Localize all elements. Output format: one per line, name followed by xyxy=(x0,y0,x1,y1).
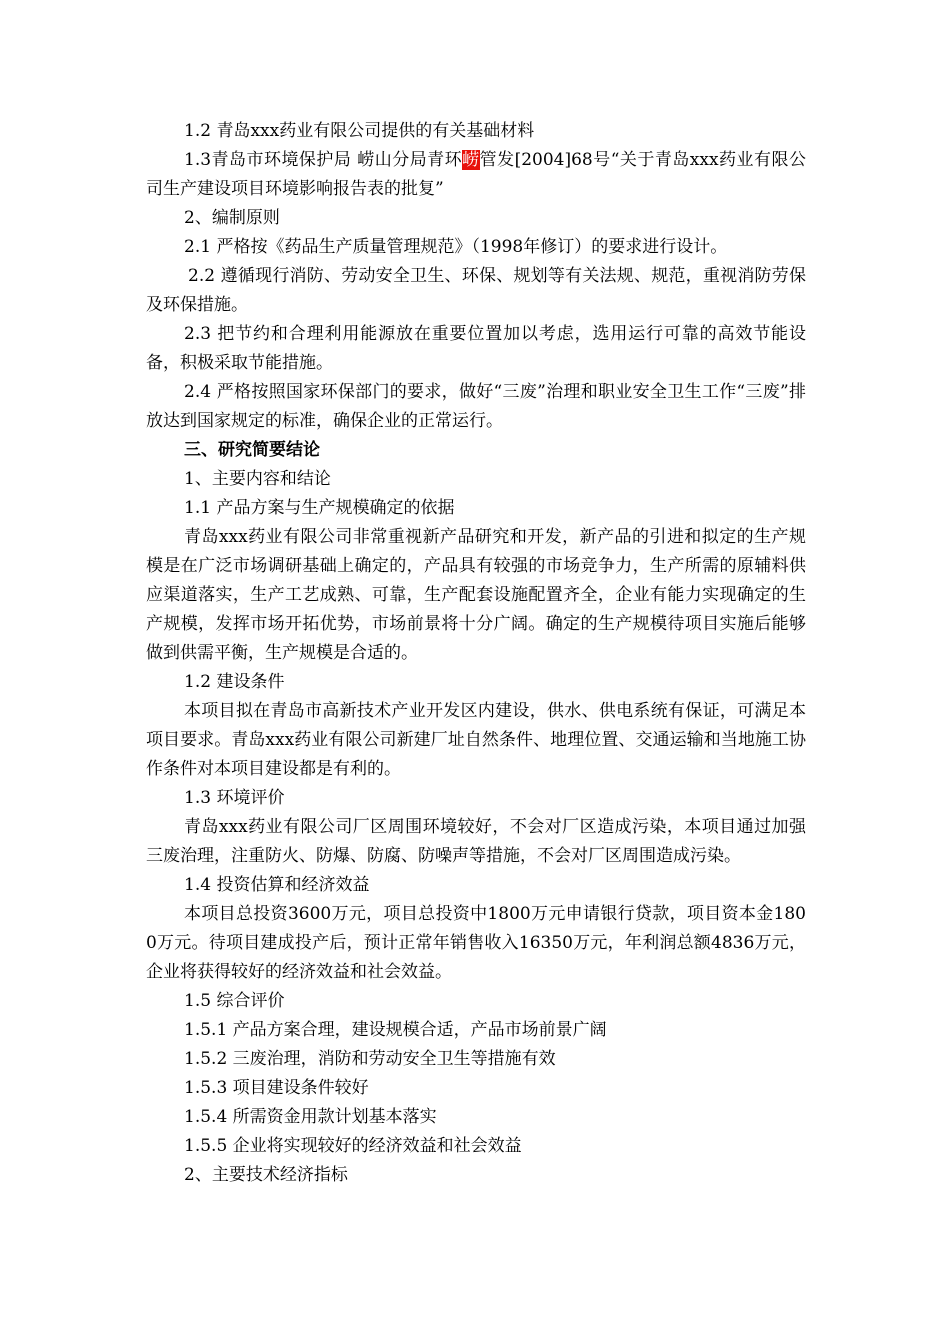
evaluation-item-4: 1.5.4 所需资金用款计划基本落实 xyxy=(184,1107,437,1127)
paragraph-principle-2-4: 2.4 严格按照国家环保部门的要求，做好“三废”治理和职业安全卫生工作“三废”排放达到国家规定的标准，确保企业的正常运行。 xyxy=(146,382,806,431)
heading-investment-benefit: 1.4 投资估算和经济效益 xyxy=(184,875,370,895)
document-body xyxy=(146,117,806,1190)
evaluation-item-5: 1.5.5 企业将实现较好的经济效益和社会效益 xyxy=(184,1136,522,1156)
highlighted-character: 崂 xyxy=(462,150,480,170)
heading-construction-conditions: 1.2 建设条件 xyxy=(184,672,285,692)
heading-research-conclusion: 三、研究简要结论 xyxy=(184,440,320,460)
paragraph-investment-benefit: 本项目总投资3600万元，项目总投资中1800万元申请银行贷款，项目资本金1800万元。待项目建成投产后，预计正常年销售收入16350万元，年利润总额4836万元，企业将获得较好的经济效益和社会效益。 xyxy=(146,904,806,982)
paragraph-environment-assessment: 青岛xxx药业有限公司厂区周围环境较好，不会对厂区造成污染，本项目通过加强三废治理，注重防火、防爆、防腐、防噪声等措施，不会对厂区周围造成污染。 xyxy=(146,817,806,866)
heading-compilation-principles: 2、编制原则 xyxy=(184,208,280,228)
paragraph-product-scale: 青岛xxx药业有限公司非常重视新产品研究和开发，新产品的引进和拟定的生产规模是在广泛市场调研基础上确定的，产品具有较强的市场竞争力，生产所需的原辅料供应渠道落实，生产工艺成熟、可靠，生产配套设施配置齐全，企业有能力实现确定的生产规模，发挥市场开拓优势，市场前景将十分广阔。确定的生产规模待项目实施后能够做到供需平衡，生产规模是合适的。 xyxy=(146,527,806,663)
evaluation-item-3: 1.5.3 项目建设条件较好 xyxy=(184,1078,369,1098)
heading-environment-assessment: 1.3 环境评价 xyxy=(184,788,285,808)
approval-text-after: 管发[2004]68号“关于青岛xxx药业有限公司生产建设项目环境影响报告表的批复” xyxy=(146,150,806,199)
heading-main-indicators: 2、主要技术经济指标 xyxy=(184,1165,348,1185)
evaluation-item-2: 1.5.2 三废治理，消防和劳动安全卫生等措施有效 xyxy=(184,1049,556,1069)
paragraph-principle-2-2: 2.2 遵循现行消防、劳动安全卫生、环保、规划等有关法规、规范，重视消防劳保及环保措施。 xyxy=(146,266,806,315)
paragraph-principle-2-3: 2.3 把节约和合理利用能源放在重要位置加以考虑，选用运行可靠的高效节能设备，积极采取节能措施。 xyxy=(146,324,806,373)
heading-product-scale-basis: 1.1 产品方案与生产规模确定的依据 xyxy=(184,498,455,518)
paragraph-approval-document xyxy=(146,146,806,204)
evaluation-item-1: 1.5.1 产品方案合理，建设规模合适，产品市场前景广阔 xyxy=(184,1020,607,1040)
paragraph-principle-2-1: 2.1 严格按《药品生产质量管理规范》（1998年修订）的要求进行设计。 xyxy=(184,237,728,257)
heading-main-content: 1、主要内容和结论 xyxy=(184,469,331,489)
heading-overall-evaluation: 1.5 综合评价 xyxy=(184,991,285,1011)
paragraph-construction-conditions: 本项目拟在青岛市高新技术产业开发区内建设，供水、供电系统有保证，可满足本项目要求。青岛xxx药业有限公司新建厂址自然条件、地理位置、交通运输和当地施工协作条件对本项目建设都是有利的。 xyxy=(146,701,806,779)
paragraph-basic-materials: 1.2 青岛xxx药业有限公司提供的有关基础材料 xyxy=(184,121,535,141)
approval-text-before: 1.3青岛市环境保护局 崂山分局青环 xyxy=(184,150,463,170)
